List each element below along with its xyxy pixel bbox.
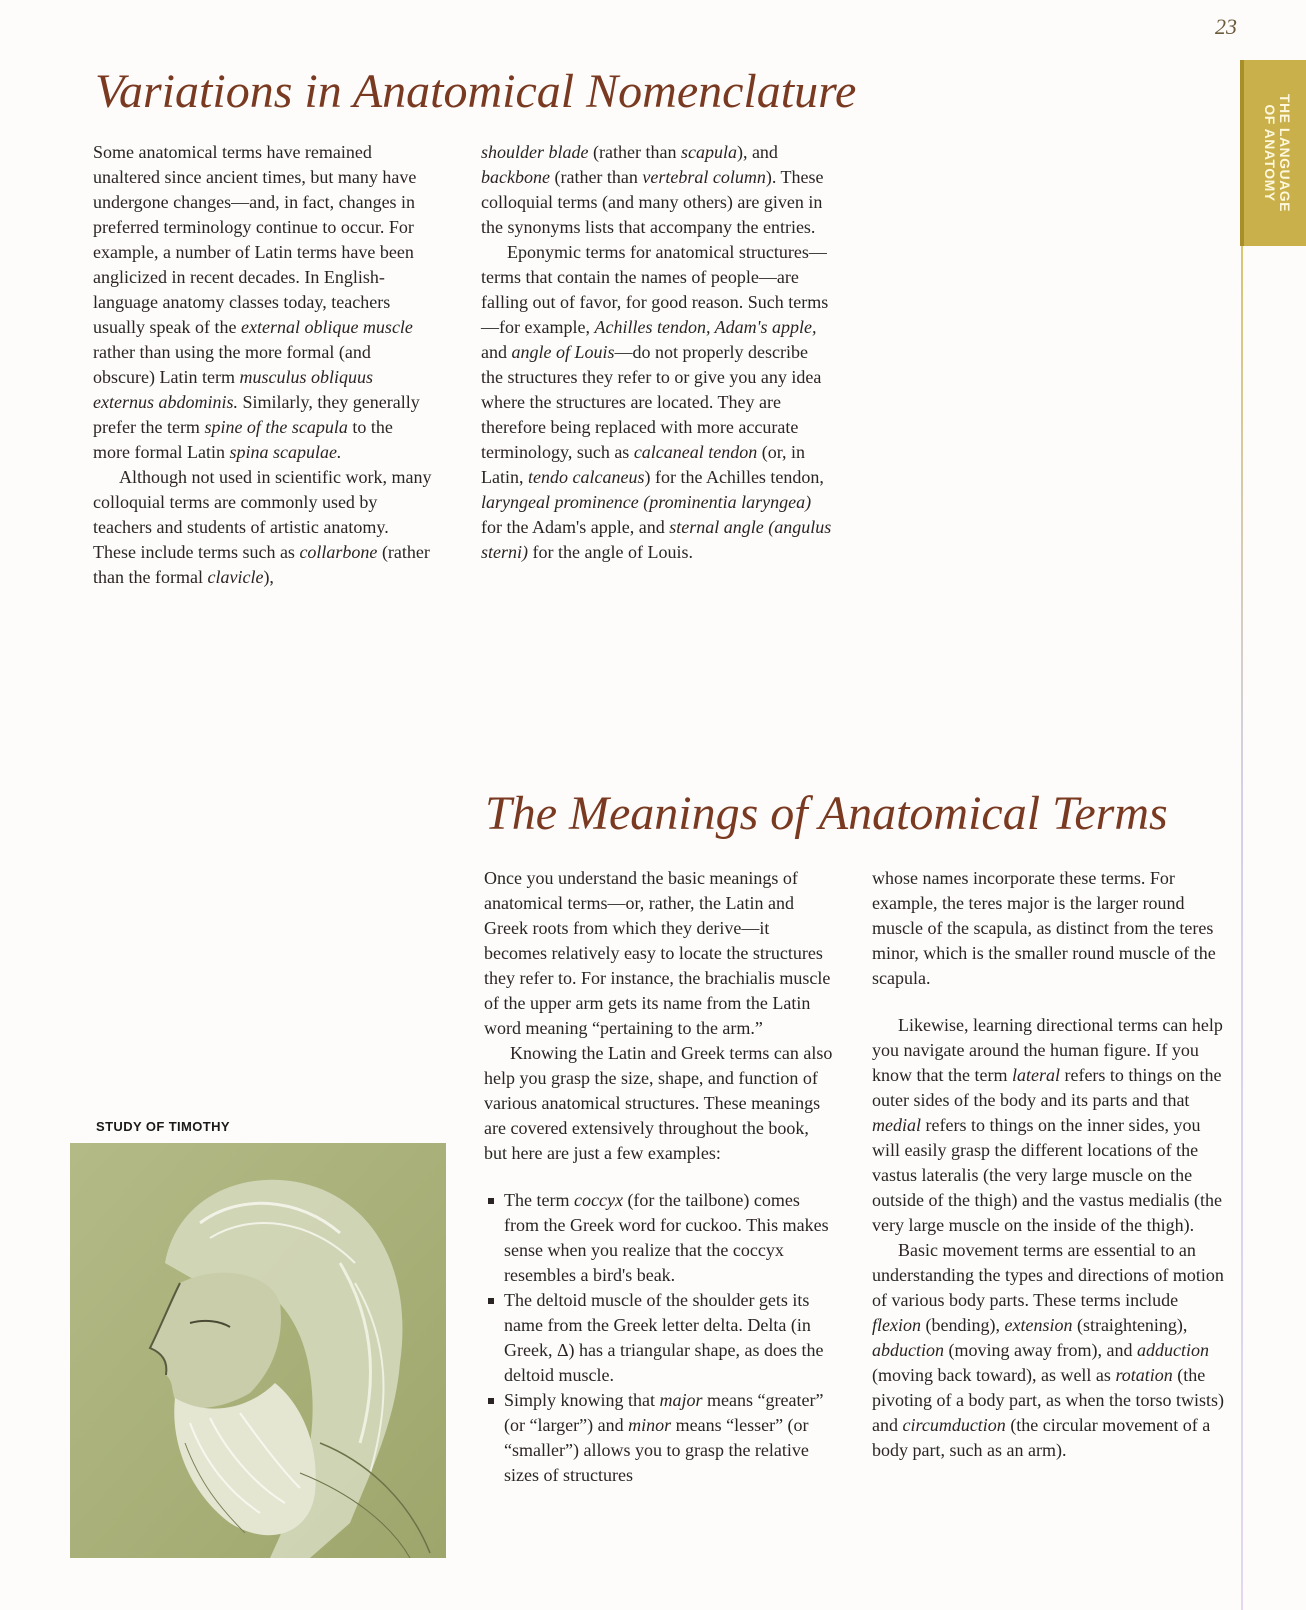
paragraph: Basic movement terms are essential to an understanding the types and directions of motion of various body parts. These terms include flexion (bending), extension (straightening), abduction (moving away from), and adduction (moving back toward), as well as rotation (the pivoting of a body part, as when the torso twists) and circumduction (the circular movement of a body part, such as an arm). <box>872 1240 1224 1460</box>
paragraph: shoulder blade (rather than scapula), and backbone (rather than vertebral column). These colloquial terms (and many others) are given in the synonyms lists that accompany the entries. <box>481 142 824 237</box>
section1-column-2 <box>481 140 833 565</box>
page-number: 23 <box>1215 14 1237 39</box>
examples-list <box>484 1188 836 1488</box>
figure-caption: STUDY OF TIMOTHY <box>96 1119 230 1134</box>
list-item: The deltoid muscle of the shoulder gets its name from the Greek letter delta. Delta (in Greek, Δ) has a triangular shape, as does the deltoid muscle. <box>484 1288 836 1388</box>
section1-column-1 <box>93 140 433 590</box>
list-item: The term coccyx (for the tailbone) comes from the Greek word for cuckoo. This makes sense when you realize that the coccyx resembles a bird's beak. <box>484 1188 836 1288</box>
section2-column-1 <box>484 866 836 1488</box>
paragraph: whose names incorporate these terms. For example, the teres major is the larger round muscle of the scapula, as distinct from the teres minor, which is the smaller round muscle of the scapula. <box>872 868 1216 988</box>
paragraph: Once you understand the basic meanings of anatomical terms—or, rather, the Latin and Greek roots from which they derive—it becomes relatively easy to locate the structures they refer to. For instance, the brachialis muscle of the upper arm gets its name from the Latin word meaning “pertaining to the arm.” <box>484 868 831 1038</box>
paragraph: Some anatomical terms have remained unaltered since ancient times, but many have undergone changes—and, in fact, changes in preferred terminology continue to occur. For example, a number of Latin terms have been anglicized in recent decades. In English-language anatomy classes today, teachers usually speak of the external oblique muscle rather than using the more formal (and obscure) Latin term musculus obliquus externus abdominis. Similarly, they generally prefer the term spine of the scapula to the more formal Latin spina scapulae. <box>93 142 420 462</box>
bullet-marker <box>488 1398 494 1404</box>
portrait-illustration <box>70 1143 446 1558</box>
paragraph: Likewise, learning directional terms can help you navigate around the human figure. If you know that the term lateral refers to things on the outer sides of the body and its parts and that medial refers to things on the inner sides, you will easily grasp the different locations of the vastus lateralis (the very large muscle on the outside of the thigh) and the vastus medialis (the very large muscle on the inside of the thigh). <box>872 1015 1223 1235</box>
section2-column-2 <box>872 866 1224 1463</box>
portrait-drawing <box>70 1143 446 1558</box>
bullet-marker <box>488 1198 494 1204</box>
paragraph: Although not used in scientific work, many colloquial terms are commonly used by teachers and students of artistic anatomy. These include terms such as collarbone (rather than the formal clavicle), <box>93 467 432 587</box>
list-item: Simply knowing that major means “greater” (or “larger”) and minor means “lesser” (or “smaller”) allows you to grasp the relative sizes of structures <box>484 1388 836 1488</box>
section-tab <box>1240 60 1306 246</box>
bullet-marker <box>488 1298 494 1304</box>
section-title-meanings: The Meanings of Anatomical Terms <box>485 787 1168 840</box>
section-tab-label: THE LANGUAGE OF ANATOMY <box>1262 94 1293 212</box>
paragraph: Eponymic terms for anatomical structures—terms that contain the names of people—are falling out of favor, for good reason. Such terms—for example, Achilles tendon, Adam's apple, and angle of Louis—do not properly describe the structures they refer to or give you any idea where the structures are located. They are therefore being replaced with more accurate terminology, such as calcaneal tendon (or, in Latin, tendo calcaneus) for the Achilles tendon, laryngeal prominence (prominentia laryngea) for the Adam's apple, and sternal angle (angulus sterni) for the angle of Louis. <box>481 242 832 562</box>
section-title-variations: Variations in Anatomical Nomenclature <box>95 65 857 118</box>
margin-rule <box>1241 246 1243 1610</box>
paragraph: Knowing the Latin and Greek terms can also help you grasp the size, shape, and function of various anatomical structures. These meanings are covered extensively throughout the book, but here are just a few examples: <box>484 1043 833 1163</box>
